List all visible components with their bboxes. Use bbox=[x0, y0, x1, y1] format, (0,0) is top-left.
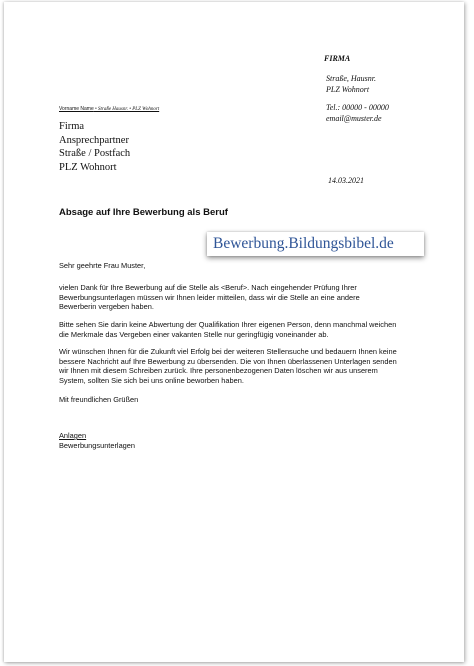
recipient-line: PLZ Wohnort bbox=[59, 161, 117, 173]
sender-address: • Straße Hausnr. • PLZ Wohnort bbox=[93, 107, 160, 112]
recipient-line: Ansprechpartner bbox=[59, 134, 129, 146]
watermark-text: Bewerbung.Bildungsbibel.de bbox=[213, 235, 394, 252]
sender-name: Vorname Name bbox=[59, 106, 94, 112]
company-city: PLZ Wohnort bbox=[326, 85, 370, 94]
body-paragraph: Bitte sehen Sie darin keine Abwertung der Qualifikation Ihrer eigenen Person, denn manchmal weichen die Merkmale das Vergeben einer vakanten Stelle nur geringfügig voneinander ab. bbox=[59, 320, 397, 339]
company-name: FIRMA bbox=[324, 54, 351, 63]
attachment-item: Bewerbungsunterlagen bbox=[59, 441, 136, 450]
attachments-heading: Anlagen bbox=[59, 431, 87, 440]
recipient-line: Firma bbox=[59, 121, 85, 132]
closing-greeting: Mit freundlichen Grüßen bbox=[59, 395, 139, 404]
recipient-line: Straße / Postfach bbox=[59, 148, 131, 159]
company-phone: Tel.: 00000 - 00000 bbox=[326, 103, 389, 112]
recipient-address bbox=[59, 120, 130, 174]
sender-return-address bbox=[59, 106, 159, 112]
letter-subject: Absage auf Ihre Bewerbung als Beruf bbox=[59, 207, 228, 218]
watermark-banner bbox=[207, 232, 424, 256]
company-street: Straße, Hausnr. bbox=[326, 74, 377, 83]
company-email: email@muster.de bbox=[326, 114, 382, 123]
salutation: Sehr geehrte Frau Muster, bbox=[59, 261, 146, 270]
body-paragraph: vielen Dank für Ihre Bewerbung auf die Stelle als <Beruf>. Nach eingehender Prüfung Ihrer Bewerbungsunterlagen müssen wir Ihnen leider mitteilen, dass wir die Stelle an eine andere Bewerberin vergeben haben. bbox=[59, 283, 360, 312]
body-paragraph: Wir wünschen Ihnen für die Zukunft viel Erfolg bei der weiteren Stellensuche und bedauern Ihnen keine bessere Nachricht auf Ihre Bewerbung zu übersenden. Die von Ihnen überlassenen Unterlagen senden wir Ihnen mit diesem Schreiben zurück. Ihre personenbezogenen Daten löschen wir aus unserem System, sollten Sie sich bei uns online beworben haben. bbox=[59, 347, 397, 385]
letter-page bbox=[4, 2, 464, 662]
letter-date: 14.03.2021 bbox=[328, 176, 364, 185]
